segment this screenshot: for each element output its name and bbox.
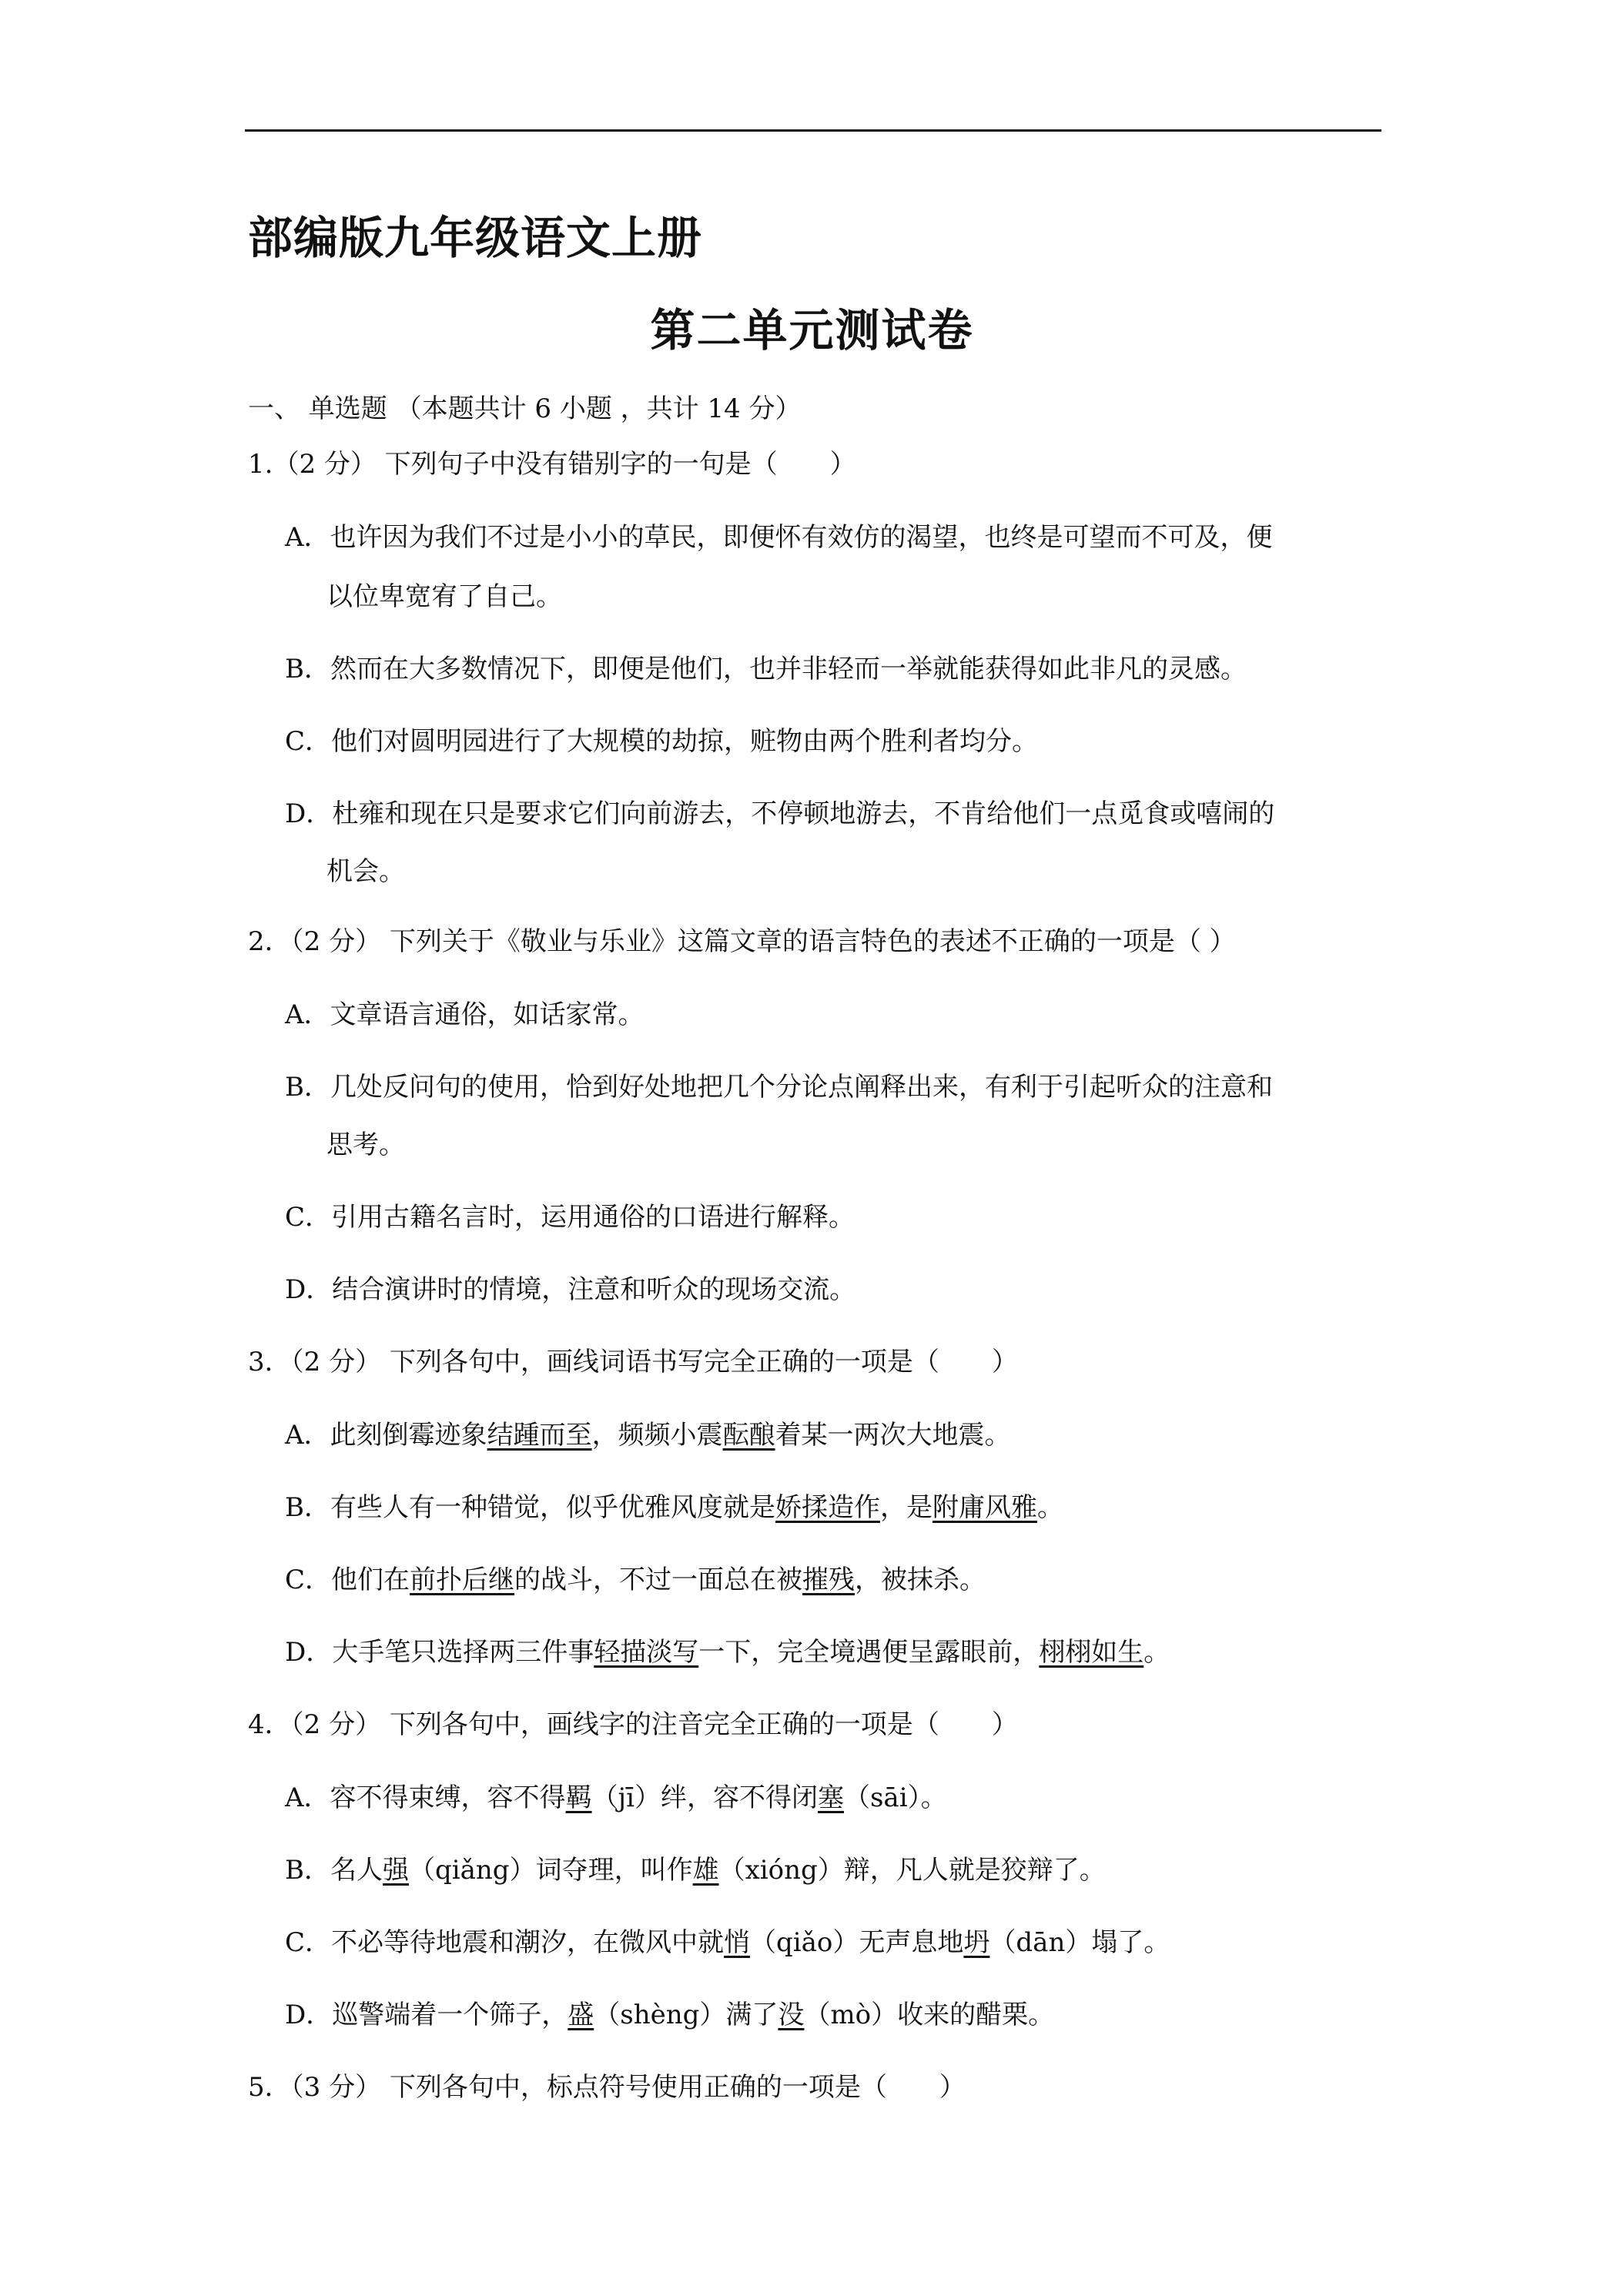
q4-c-underlined2: 坍	[963, 1927, 990, 1958]
q4-option-a	[285, 1781, 947, 1815]
q4-d-text3: （mò）收来的醋栗。	[804, 2000, 1055, 2030]
q4-b-text1: B．名人	[285, 1855, 383, 1886]
q3-option-c	[285, 1563, 986, 1597]
q3-option-d	[285, 1635, 1170, 1669]
q4-b-underlined1: 强	[383, 1855, 409, 1886]
q3-option-a	[285, 1418, 1011, 1452]
q4-b-text2: （qiǎng）词夺理，叫作	[409, 1855, 693, 1886]
q3-c-text1: C．他们在	[285, 1565, 410, 1595]
q3-b-text1: B．有些人有一种错觉，似乎优雅风度就是	[285, 1492, 775, 1523]
q3-a-underlined2: 酝酿	[722, 1420, 775, 1451]
q3-d-text1: D．大手笔只选择两三件事	[285, 1637, 594, 1668]
q3-stem: 3．（2 分） 下列各句中，画线词语书写完全正确的一项是（ ）	[248, 1347, 1018, 1377]
q4-d-text1: D．巡警端着一个筛子，	[285, 2000, 568, 2030]
q2-option-c: C．引用古籍名言时，运用通俗的口语进行解释。	[285, 1202, 856, 1233]
q3-a-text2: ，频频小震	[591, 1420, 723, 1451]
q1-option-a-line1: A．也许因为我们不过是小小的草民，即便怀有效仿的渴望，也终是可望而不可及，便	[285, 522, 1273, 553]
q3-d-text2: 一下，完全境遇便呈露眼前，	[698, 1637, 1040, 1668]
q4-a-underlined1: 羁	[565, 1782, 592, 1813]
q1-option-b: B．然而在大多数情况下，即便是他们，也并非轻而一举就能获得如此非凡的灵感。	[285, 654, 1247, 684]
q4-c-text3: （dān）塌了。	[989, 1927, 1170, 1958]
q3-c-underlined1: 前扑后继	[410, 1565, 515, 1595]
q4-d-underlined2: 没	[778, 2000, 805, 2030]
q4-b-text3: （xióng）辩，凡人就是狡辩了。	[718, 1855, 1106, 1886]
q2-option-d: D．结合演讲时的情境，注意和听众的现场交流。	[285, 1274, 856, 1305]
q5-stem: 5．（3 分） 下列各句中，标点符号使用正确的一项是（ ）	[248, 2072, 966, 2103]
q4-option-c	[285, 1926, 1170, 1960]
section-heading: 一、 单选题 （本题共计 6 小题 ，共计 14 分）	[248, 393, 802, 424]
q3-c-underlined2: 摧残	[802, 1565, 856, 1595]
q4-a-text2: （jī）绊，容不得闭	[591, 1782, 818, 1813]
q2-stem: 2．（2 分） 下列关于《敬业与乐业》这篇文章的语言特色的表述不正确的一项是（ ）	[248, 926, 1236, 957]
q1-option-d-line2: 机会。	[326, 856, 405, 887]
q4-a-text3: （sāi）。	[843, 1782, 947, 1813]
q3-a-text3: 着某一两次大地震。	[775, 1420, 1011, 1451]
q3-d-underlined1: 轻描淡写	[594, 1637, 699, 1668]
q3-c-text3: ，被抹杀。	[855, 1565, 986, 1595]
document-title: 部编版九年级语文上册	[248, 212, 703, 264]
q3-d-underlined2: 栩栩如生	[1039, 1637, 1144, 1668]
q4-option-d	[285, 1998, 1054, 2032]
q4-b-underlined2: 雄	[692, 1855, 719, 1886]
q4-option-b	[285, 1853, 1106, 1887]
document-subtitle: 第二单元测试卷	[650, 304, 974, 356]
q3-option-b	[285, 1491, 1063, 1525]
q4-d-text2: （shèng）满了	[594, 2000, 779, 2030]
q3-a-text1: A．此刻倒霉迹象	[285, 1420, 487, 1451]
q4-c-text2: （qiǎo）无声息地	[750, 1927, 964, 1958]
q2-option-b-line1: B．几处反问句的使用，恰到好处地把几个分论点阐释出来，有利于引起听众的注意和	[285, 1072, 1273, 1103]
q3-c-text2: 的战斗，不过一面总在被	[514, 1565, 803, 1595]
q2-option-b-line2: 思考。	[326, 1130, 405, 1160]
q3-d-text3: 。	[1143, 1637, 1170, 1668]
q4-c-text1: C．不必等待地震和潮汐，在微风中就	[285, 1927, 725, 1958]
q2-option-a: A．文章语言通俗，如话家常。	[285, 999, 645, 1030]
q1-option-c: C．他们对圆明园进行了大规模的劫掠，赃物由两个胜利者均分。	[285, 726, 1039, 757]
q4-stem: 4．（2 分） 下列各句中，画线字的注音完全正确的一项是（ ）	[248, 1709, 1018, 1740]
q4-a-underlined2: 塞	[817, 1782, 844, 1813]
q1-option-d-line1: D．杜雍和现在只是要求它们向前游去，不停顿地游去，不肯给他们一点觅食或嘻闹的	[285, 798, 1275, 829]
q3-b-underlined1: 娇揉造作	[775, 1492, 880, 1523]
q1-stem: 1.（2 分） 下列句子中没有错别字的一句是（ ）	[248, 449, 856, 480]
q3-b-underlined2: 附庸风雅	[932, 1492, 1037, 1523]
header-rule	[245, 129, 1381, 132]
q3-a-underlined1: 结踵而至	[487, 1420, 592, 1451]
q4-d-underlined1: 盛	[568, 2000, 594, 2030]
q4-a-text1: A．容不得束缚，容不得	[285, 1782, 566, 1813]
q4-c-underlined1: 悄	[724, 1927, 751, 1958]
q1-option-a-line2: 以位卑宽宥了自己。	[326, 581, 562, 612]
q3-b-text3: 。	[1036, 1492, 1063, 1523]
q3-b-text2: ，是	[879, 1492, 933, 1523]
